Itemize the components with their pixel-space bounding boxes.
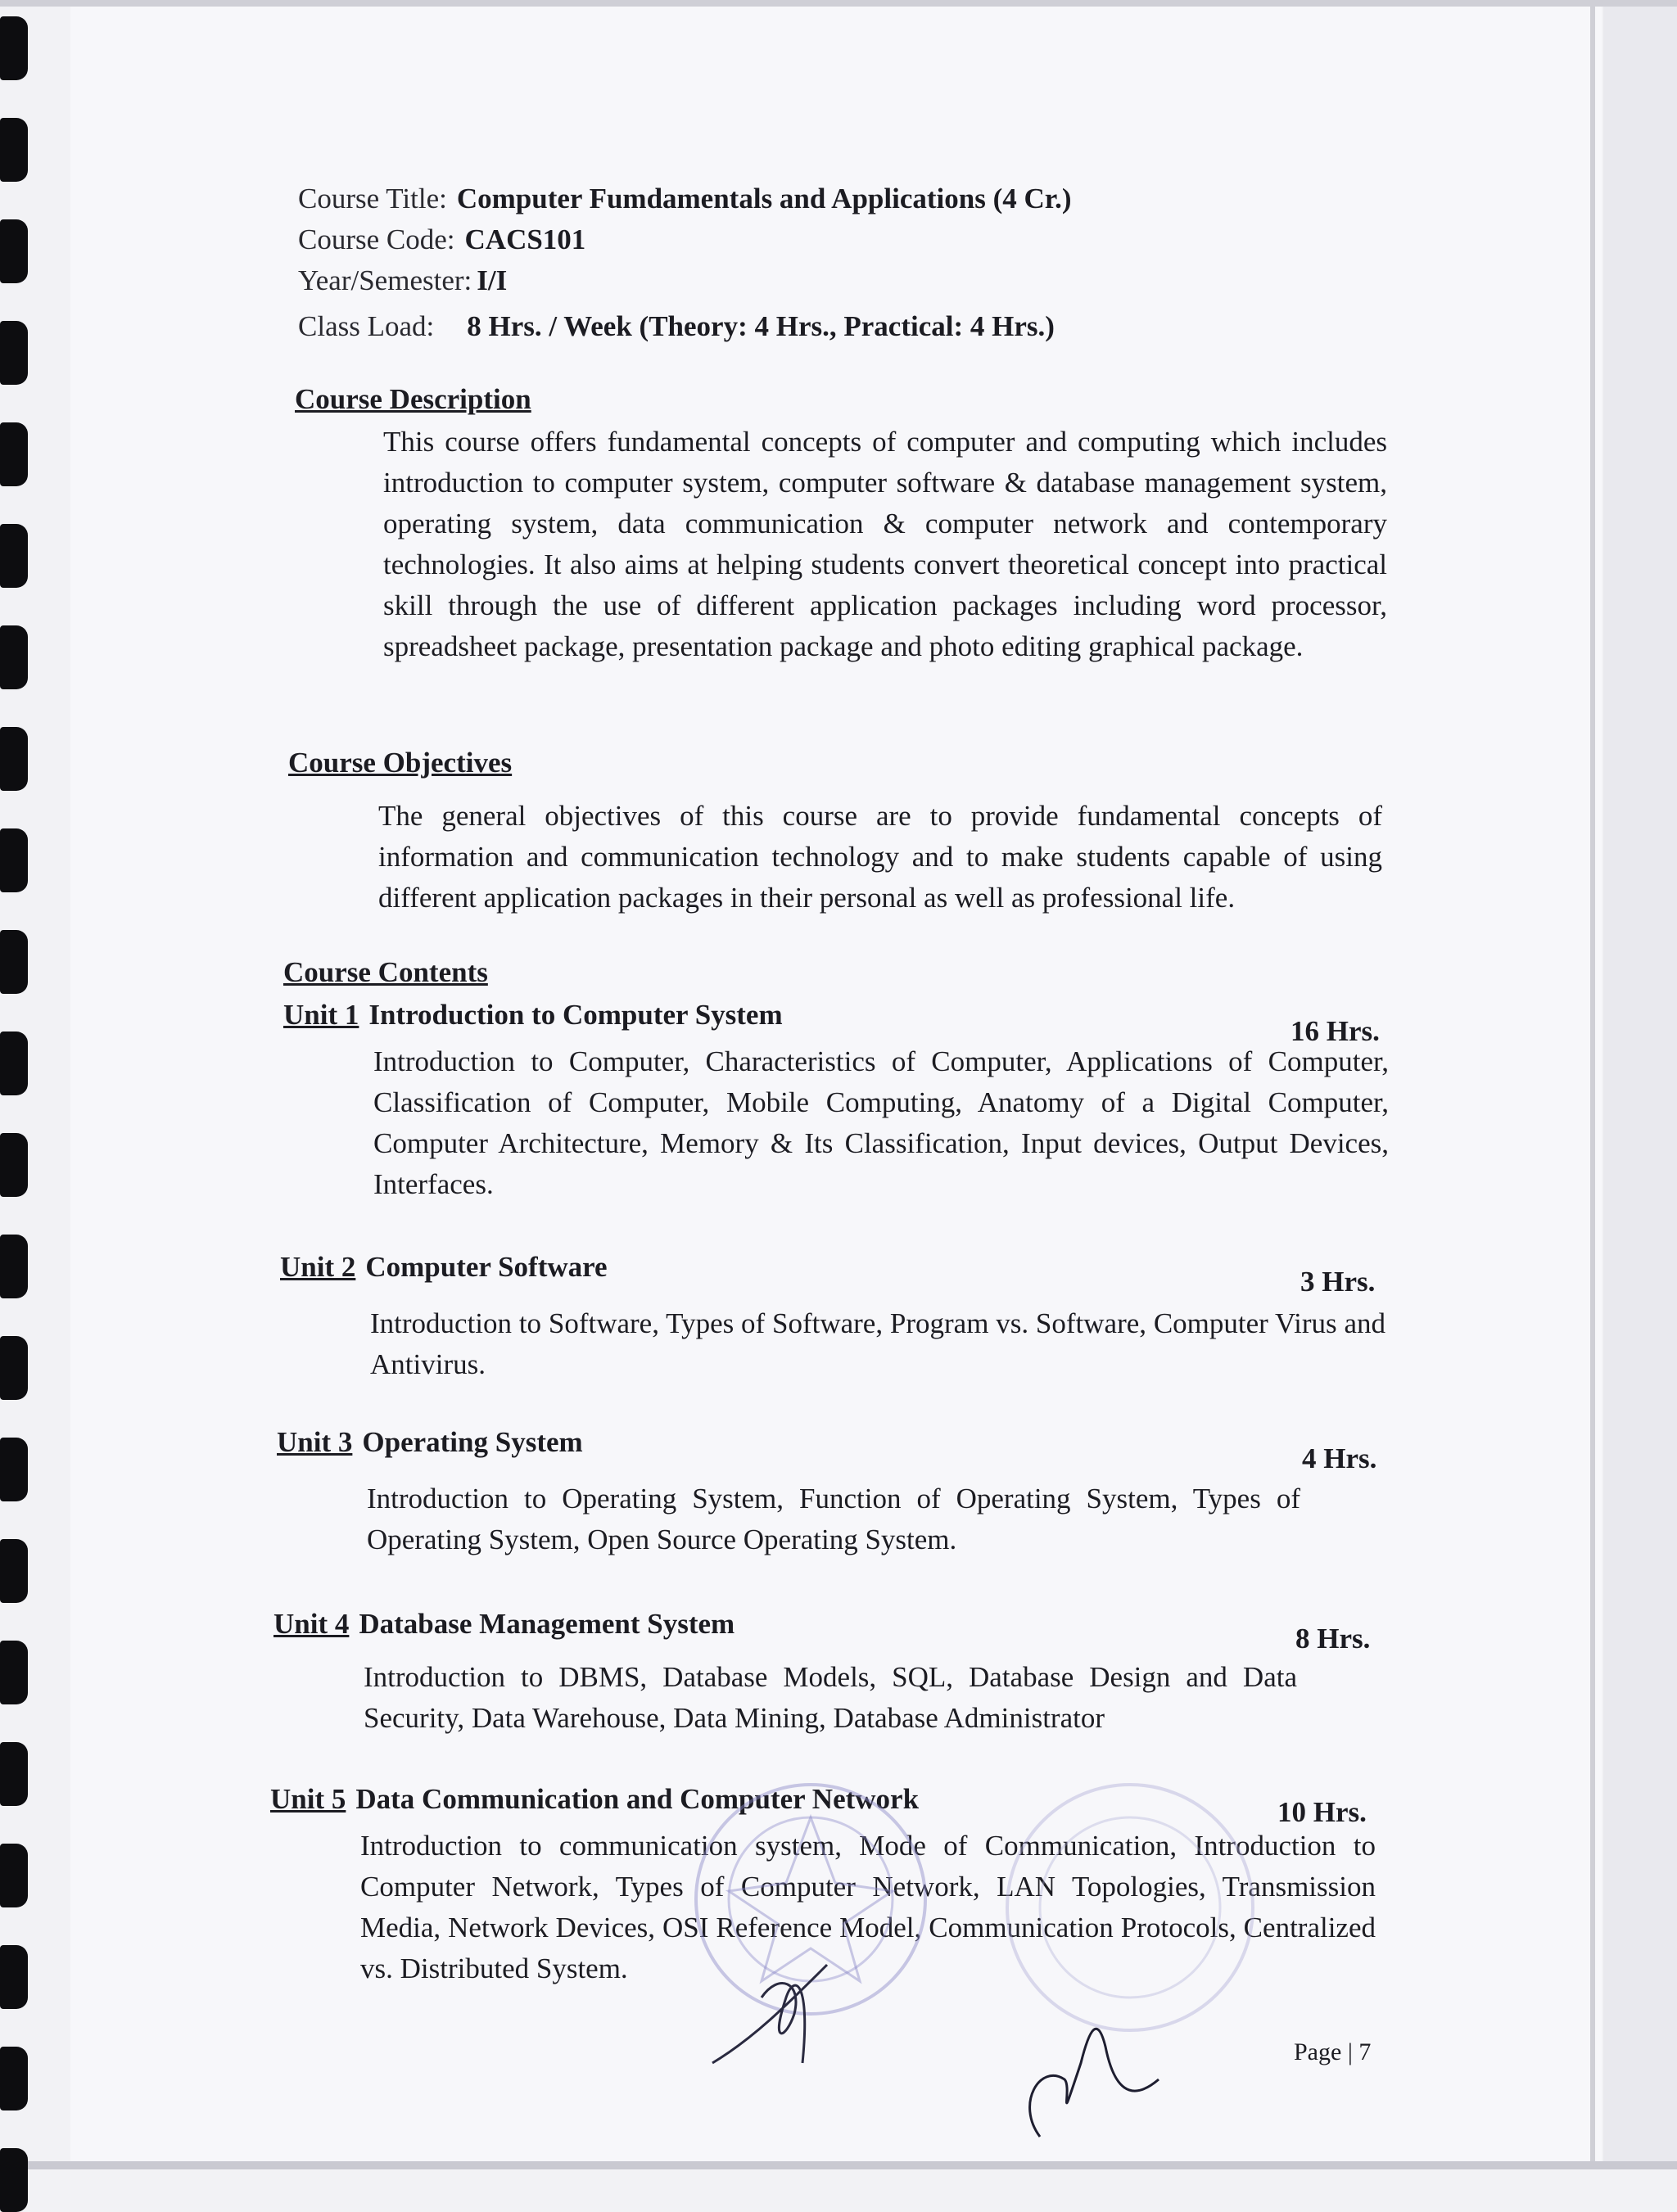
- page-edge-line: [1590, 0, 1595, 2169]
- binding-ring: [0, 727, 28, 791]
- binding-ring: [0, 1539, 28, 1603]
- course-code-row: [298, 219, 1072, 260]
- unit-4-label: Unit 4: [273, 1608, 350, 1640]
- spiral-binding: [0, 0, 70, 2169]
- unit-3-text: Introduction to Operating System, Function of Operating System, Types of Operating System, Open Source Operating System.: [367, 1483, 1300, 1555]
- binding-ring: [0, 16, 28, 80]
- class-load-row: [298, 306, 1072, 347]
- unit-3-title: Operating System: [362, 1426, 583, 1458]
- unit-1-title: Introduction to Computer System: [368, 999, 783, 1031]
- unit-1-heading: [283, 999, 783, 1032]
- binding-ring: [0, 1742, 28, 1806]
- signature-right: [1007, 1981, 1163, 2145]
- course-description-text: This course offers fundamental concepts of computer and computing which includes introduction to computer system, computer software & database management system, operating system, data communication & computer network and contemporary technologies. It also aims at helping students convert theoretical concept into practical skill through the use of different application packages including word processor, spreadsheet package, presentation package and photo editing graphical package.: [383, 426, 1387, 662]
- course-title-label: Course Title:: [298, 183, 447, 214]
- course-title-row: [298, 178, 1072, 219]
- unit-4-heading: [273, 1608, 735, 1641]
- binding-ring: [0, 219, 28, 283]
- course-code-value: CACS101: [464, 223, 586, 255]
- unit-3-hours: 4 Hrs.: [1302, 1442, 1377, 1474]
- unit-3-label: Unit 3: [277, 1426, 353, 1458]
- course-objectives-heading: Course Objectives: [288, 747, 513, 779]
- unit-4-text: Introduction to DBMS, Database Models, SQL, Database Design and Data Security, Data Warehouse, Data Mining, Database Administrator: [364, 1661, 1297, 1734]
- bottom-shadow: [0, 2161, 1677, 2169]
- unit-3-heading: [277, 1426, 583, 1459]
- top-shadow: [0, 0, 1677, 7]
- binding-ring: [0, 1945, 28, 2009]
- unit-1-label: Unit 1: [283, 999, 359, 1031]
- binding-ring: [0, 1641, 28, 1704]
- unit-2-label: Unit 2: [280, 1251, 356, 1283]
- unit-1-text: Introduction to Computer, Characteristics of Computer, Applications of Computer, Classification of Computer, Mobile Computing, Anatomy of a Digital Computer, Computer Architecture, Memory & Its Classification, Input devices, Output Devices, Interfaces.: [373, 1045, 1389, 1200]
- binding-ring: [0, 1438, 28, 1501]
- unit-5-hours: 10 Hrs.: [1277, 1796, 1367, 1828]
- course-meta: [298, 178, 1072, 347]
- signature-left: [704, 1948, 868, 2071]
- year-semester-label: Year/Semester:: [298, 264, 472, 296]
- course-contents-heading: Course Contents: [283, 956, 488, 988]
- year-semester-value: I/I: [477, 264, 508, 296]
- course-description-heading: Course Description: [295, 383, 531, 415]
- binding-ring: [0, 422, 28, 486]
- binding-ring: [0, 930, 28, 994]
- unit-2-hours: 3 Hrs.: [1300, 1266, 1376, 1298]
- binding-ring: [0, 118, 28, 182]
- unit-2-text: Introduction to Software, Types of Software, Program vs. Software, Computer Virus and Antivirus.: [370, 1307, 1385, 1380]
- course-objectives-text: The general objectives of this course are to provide fundamental concepts of information and communication technology and to make students capable of using different application packages in their personal as well as professional life.: [378, 800, 1382, 914]
- binding-ring: [0, 1336, 28, 1400]
- binding-ring: [0, 321, 28, 385]
- year-semester-row: [298, 260, 1072, 301]
- unit-5-text: Introduction to communication system, Mode of Communication, Introduction to Computer Network, Types of Computer Network, LAN Topologies, Transmission Media, Network Devices, OSI Reference Model, Communication Protocols, Centralized vs. Distributed System.: [360, 1830, 1376, 1984]
- unit-2-title: Computer Software: [365, 1251, 608, 1283]
- unit-1-hours: 16 Hrs.: [1291, 1015, 1380, 1047]
- course-code-label: Course Code:: [298, 223, 455, 255]
- course-title-value: Computer Fumdamentals and Applications (4 Cr.): [456, 183, 1072, 214]
- unit-4-title: Database Management System: [359, 1608, 735, 1640]
- class-load-value: 8 Hrs. / Week (Theory: 4 Hrs., Practical: 4 Hrs.): [467, 310, 1055, 342]
- binding-ring: [0, 524, 28, 588]
- binding-ring: [0, 1235, 28, 1298]
- binding-ring: [0, 828, 28, 892]
- class-load-label: Class Load:: [298, 310, 435, 342]
- binding-ring: [0, 2148, 28, 2212]
- unit-5-title: Data Communication and Computer Network: [355, 1783, 920, 1815]
- binding-ring: [0, 1133, 28, 1197]
- binding-ring: [0, 625, 28, 689]
- binding-ring: [0, 1844, 28, 1907]
- unit-2-heading: [280, 1251, 608, 1284]
- binding-ring: [0, 1032, 28, 1095]
- page-edge-shadow: [1603, 0, 1677, 2169]
- page-number: Page | 7: [1294, 2038, 1372, 2065]
- binding-ring: [0, 2047, 28, 2110]
- unit-5-label: Unit 5: [270, 1783, 346, 1815]
- unit-4-hours: 8 Hrs.: [1295, 1623, 1371, 1654]
